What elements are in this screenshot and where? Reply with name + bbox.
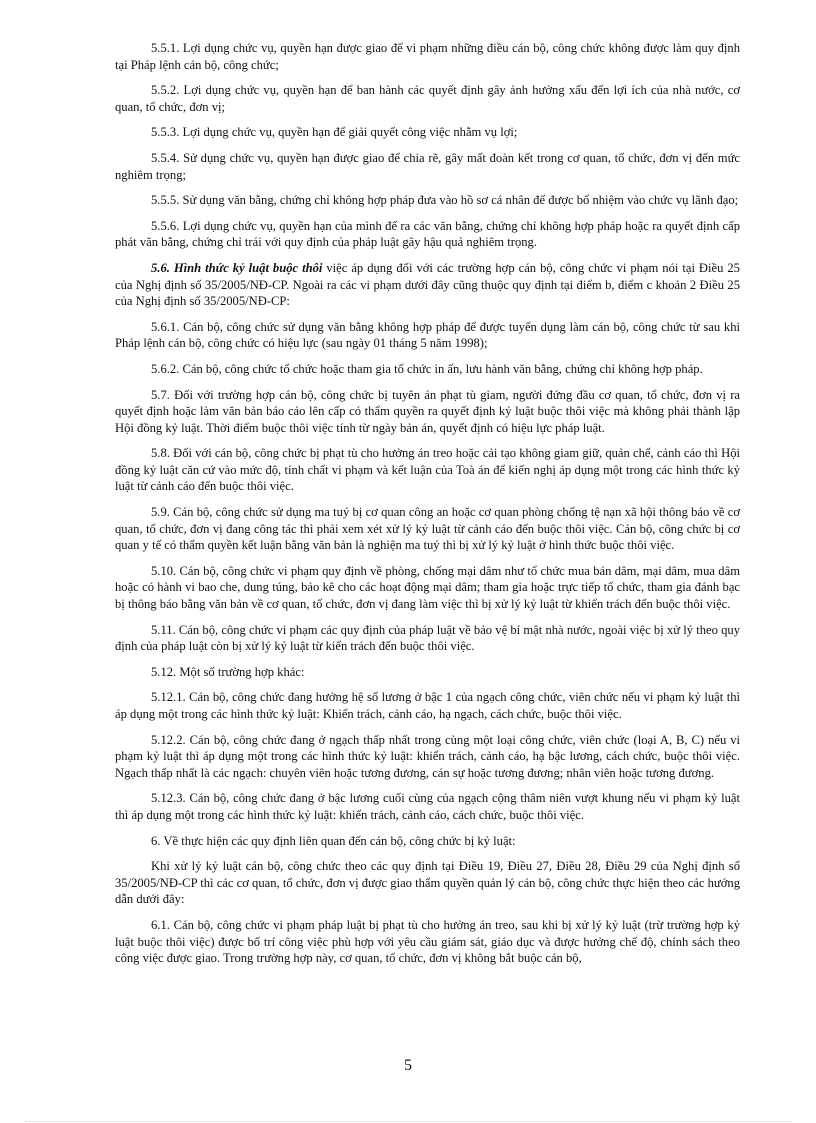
paragraph-5-5-5: 5.5.5. Sử dụng văn bằng, chứng chỉ không hợp pháp đưa vào hồ sơ cá nhân để được bổ nhiệm vào chức vụ lãnh đạo;: [151, 193, 739, 208]
paragraph-5-9: 5.9. Cán bộ, công chức sử dụng ma tuý bị cơ quan công an hoặc cơ quan phòng chống tệ nạn xã hội thông báo về cơ quan, tổ chức, đơn vị đang công tác thì phải xem xét xử lý kỷ luật từ cảnh cáo đến buộc thôi việc. Cán bộ, công chức bị cơ quan y tế có thẩm quyền kết luận bằng văn bản là nghiện ma tuý thì bị xử lý kỷ luật ở hình thức buộc thôi việc.: [115, 505, 740, 553]
paragraph-6-intro: Khi xử lý kỷ luật cán bộ, công chức theo các quy định tại Điều 19, Điều 27, Điều 28, Điều 29 của Nghị định số 35/2005/NĐ-CP thì các cơ quan, tổ chức, đơn vị được giao thẩm quyền quản lý cán bộ, công chức thực hiện theo các hướng dẫn dưới đây:: [115, 859, 740, 907]
document-body: [115, 40, 740, 976]
paragraph-6: 6. Về thực hiện các quy định liên quan đến cán bộ, công chức bị kỷ luật:: [151, 833, 516, 848]
paragraph-5-6-body: việc áp dụng đối với các trường hợp cán bộ, công chức vi phạm nói tại Điều 25 của Nghị định số 35/2005/NĐ-CP. Ngoài ra các vi phạm dưới đây cũng thuộc quy định tại điểm b, điểm c khoản 2 Điều 25 của Nghị định số 35/2005/NĐ-CP:: [115, 260, 740, 309]
paragraph-5-12-3: 5.12.3. Cán bộ, công chức đang ở bậc lương cuối cùng của ngạch cộng thâm niên vượt khung nếu vi phạm kỷ luật thì áp dụng một trong các hình thức kỷ luật: khiển trách, cảnh cáo, cách chức, buộc thôi việc.: [115, 791, 740, 822]
paragraph-5-6-2: 5.6.2. Cán bộ, công chức tổ chức hoặc tham gia tổ chức in ấn, lưu hành văn bằng, chứng chỉ không hợp pháp.: [151, 361, 703, 376]
paragraph-5-7: 5.7. Đối với trường hợp cán bộ, công chức bị tuyên án phạt tù giam, người đứng đầu cơ quan, tổ chức, đơn vị ra quyết định hoặc làm văn bản báo cáo lên cấp có thẩm quyền ra quyết định kỷ luật buộc thôi việc mà không phải thành lập Hội đồng kỷ luật. Thời điểm buộc thôi việc tính từ ngày bản án, quyết định có hiệu lực pháp luật.: [115, 387, 740, 435]
paragraph-5-5-3: 5.5.3. Lợi dụng chức vụ, quyền hạn để giải quyết công việc nhằm vụ lợi;: [151, 125, 518, 140]
paragraph-5-5-6: 5.5.6. Lợi dụng chức vụ, quyền hạn của mình để ra các văn bằng, chứng chỉ không hợp pháp hoặc ra quyết định cấp phát văn bằng, chứng chỉ trái với quy định của pháp luật gây hậu quả nghiêm trọng.: [115, 218, 740, 250]
paragraph-5-6-1: 5.6.1. Cán bộ, công chức sử dụng văn bằng không hợp pháp để được tuyển dụng làm cán bộ, công chức từ sau khi Pháp lệnh cán bộ, công chức có hiệu lực (sau ngày 01 tháng 5 năm 1998);: [115, 319, 740, 351]
section-heading-5-6: 5.6. Hình thức kỷ luật buộc thôi: [151, 260, 323, 275]
page-number: 5: [404, 1057, 412, 1074]
paragraph-5-8: 5.8. Đối với cán bộ, công chức bị phạt tù cho hưởng án treo hoặc cải tạo không giam giữ, quản chế, cảnh cáo thì Hội đồng kỷ luật căn cứ vào mức độ, tính chất vi phạm và kết luận của Toà án để kiến nghị áp dụng một trong các hình thức kỷ luật từ cảnh cáo đến buộc thôi việc.: [115, 446, 740, 494]
paragraph-5-6: [115, 260, 740, 310]
paragraph-5-5-1: 5.5.1. Lợi dụng chức vụ, quyền hạn được giao để vi phạm những điều cán bộ, công chức không được làm quy định tại Pháp lệnh cán bộ, công chức;: [115, 41, 740, 72]
paragraph-5-5-2: 5.5.2. Lợi dụng chức vụ, quyền hạn để ban hành các quyết định gây ảnh hưởng xấu đến lợi ích của nhà nước, cơ quan, tổ chức, đơn vị;: [115, 83, 740, 114]
page-bottom-divider: [25, 1121, 791, 1122]
paragraph-5-12-2: 5.12.2. Cán bộ, công chức đang ở ngạch thấp nhất trong cùng một loại công chức, viên chức (loại A, B, C) nếu vi phạm kỷ luật thì áp dụng một trong các hình thức kỷ luật: khiển trách, cảnh cáo, hạ bậc lương, cách chức, buộc thôi việc. Ngạch thấp nhất là các ngạch: chuyên viên hoặc tương đương, cán sự hoặc tương đương; nhân viên hoặc tương đương.: [115, 732, 740, 780]
paragraph-5-5-4: 5.5.4. Sử dụng chức vụ, quyền hạn được giao để chia rẽ, gây mất đoàn kết trong cơ quan, tổ chức, đơn vị đến mức nghiêm trọng;: [115, 150, 740, 182]
paragraph-5-12: 5.12. Một số trường hợp khác:: [151, 664, 305, 679]
paragraph-5-10: 5.10. Cán bộ, công chức vi phạm quy định về phòng, chống mại dâm như tổ chức mua bán dâm, mại dâm, mua dâm hoặc có hành vi bao che, dung túng, bảo kê cho các hoạt động mại dâm; tham gia hoặc trực tiếp tổ chức, tham gia đánh bạc bị thông báo bằng văn bản về cơ quan, tổ chức, đơn vị đang làm việc thì bị xử lý kỷ luật từ khiển trách đến buộc thôi việc.: [115, 563, 740, 612]
paragraph-6-1: 6.1. Cán bộ, công chức vi phạm pháp luật bị phạt tù cho hưởng án treo, sau khi bị xử lý kỷ luật (trừ trường hợp kỷ luật buộc thôi việc) được bố trí công việc phù hợp với yêu cầu giám sát, giáo dục và được hưởng chế độ, chính sách theo công việc được giao. Trong trường hợp này, cơ quan, tổ chức, đơn vị không bắt buộc cán bộ,: [115, 917, 740, 966]
paragraph-5-12-1: 5.12.1. Cán bộ, công chức đang hưởng hệ số lương ở bậc 1 của ngạch công chức, viên chức nếu vi phạm kỷ luật thì áp dụng một trong các hình thức kỷ luật: Khiển trách, cảnh cáo, hạ ngạch, cách chức, buộc thôi việc.: [115, 690, 740, 721]
paragraph-5-11: 5.11. Cán bộ, công chức vi phạm các quy định của pháp luật về bảo vệ bí mật nhà nước, ngoài việc bị xử lý theo quy định của pháp luật còn bị xử lý kỷ luật từ kiển trách đến buộc thôi việc.: [115, 622, 740, 654]
